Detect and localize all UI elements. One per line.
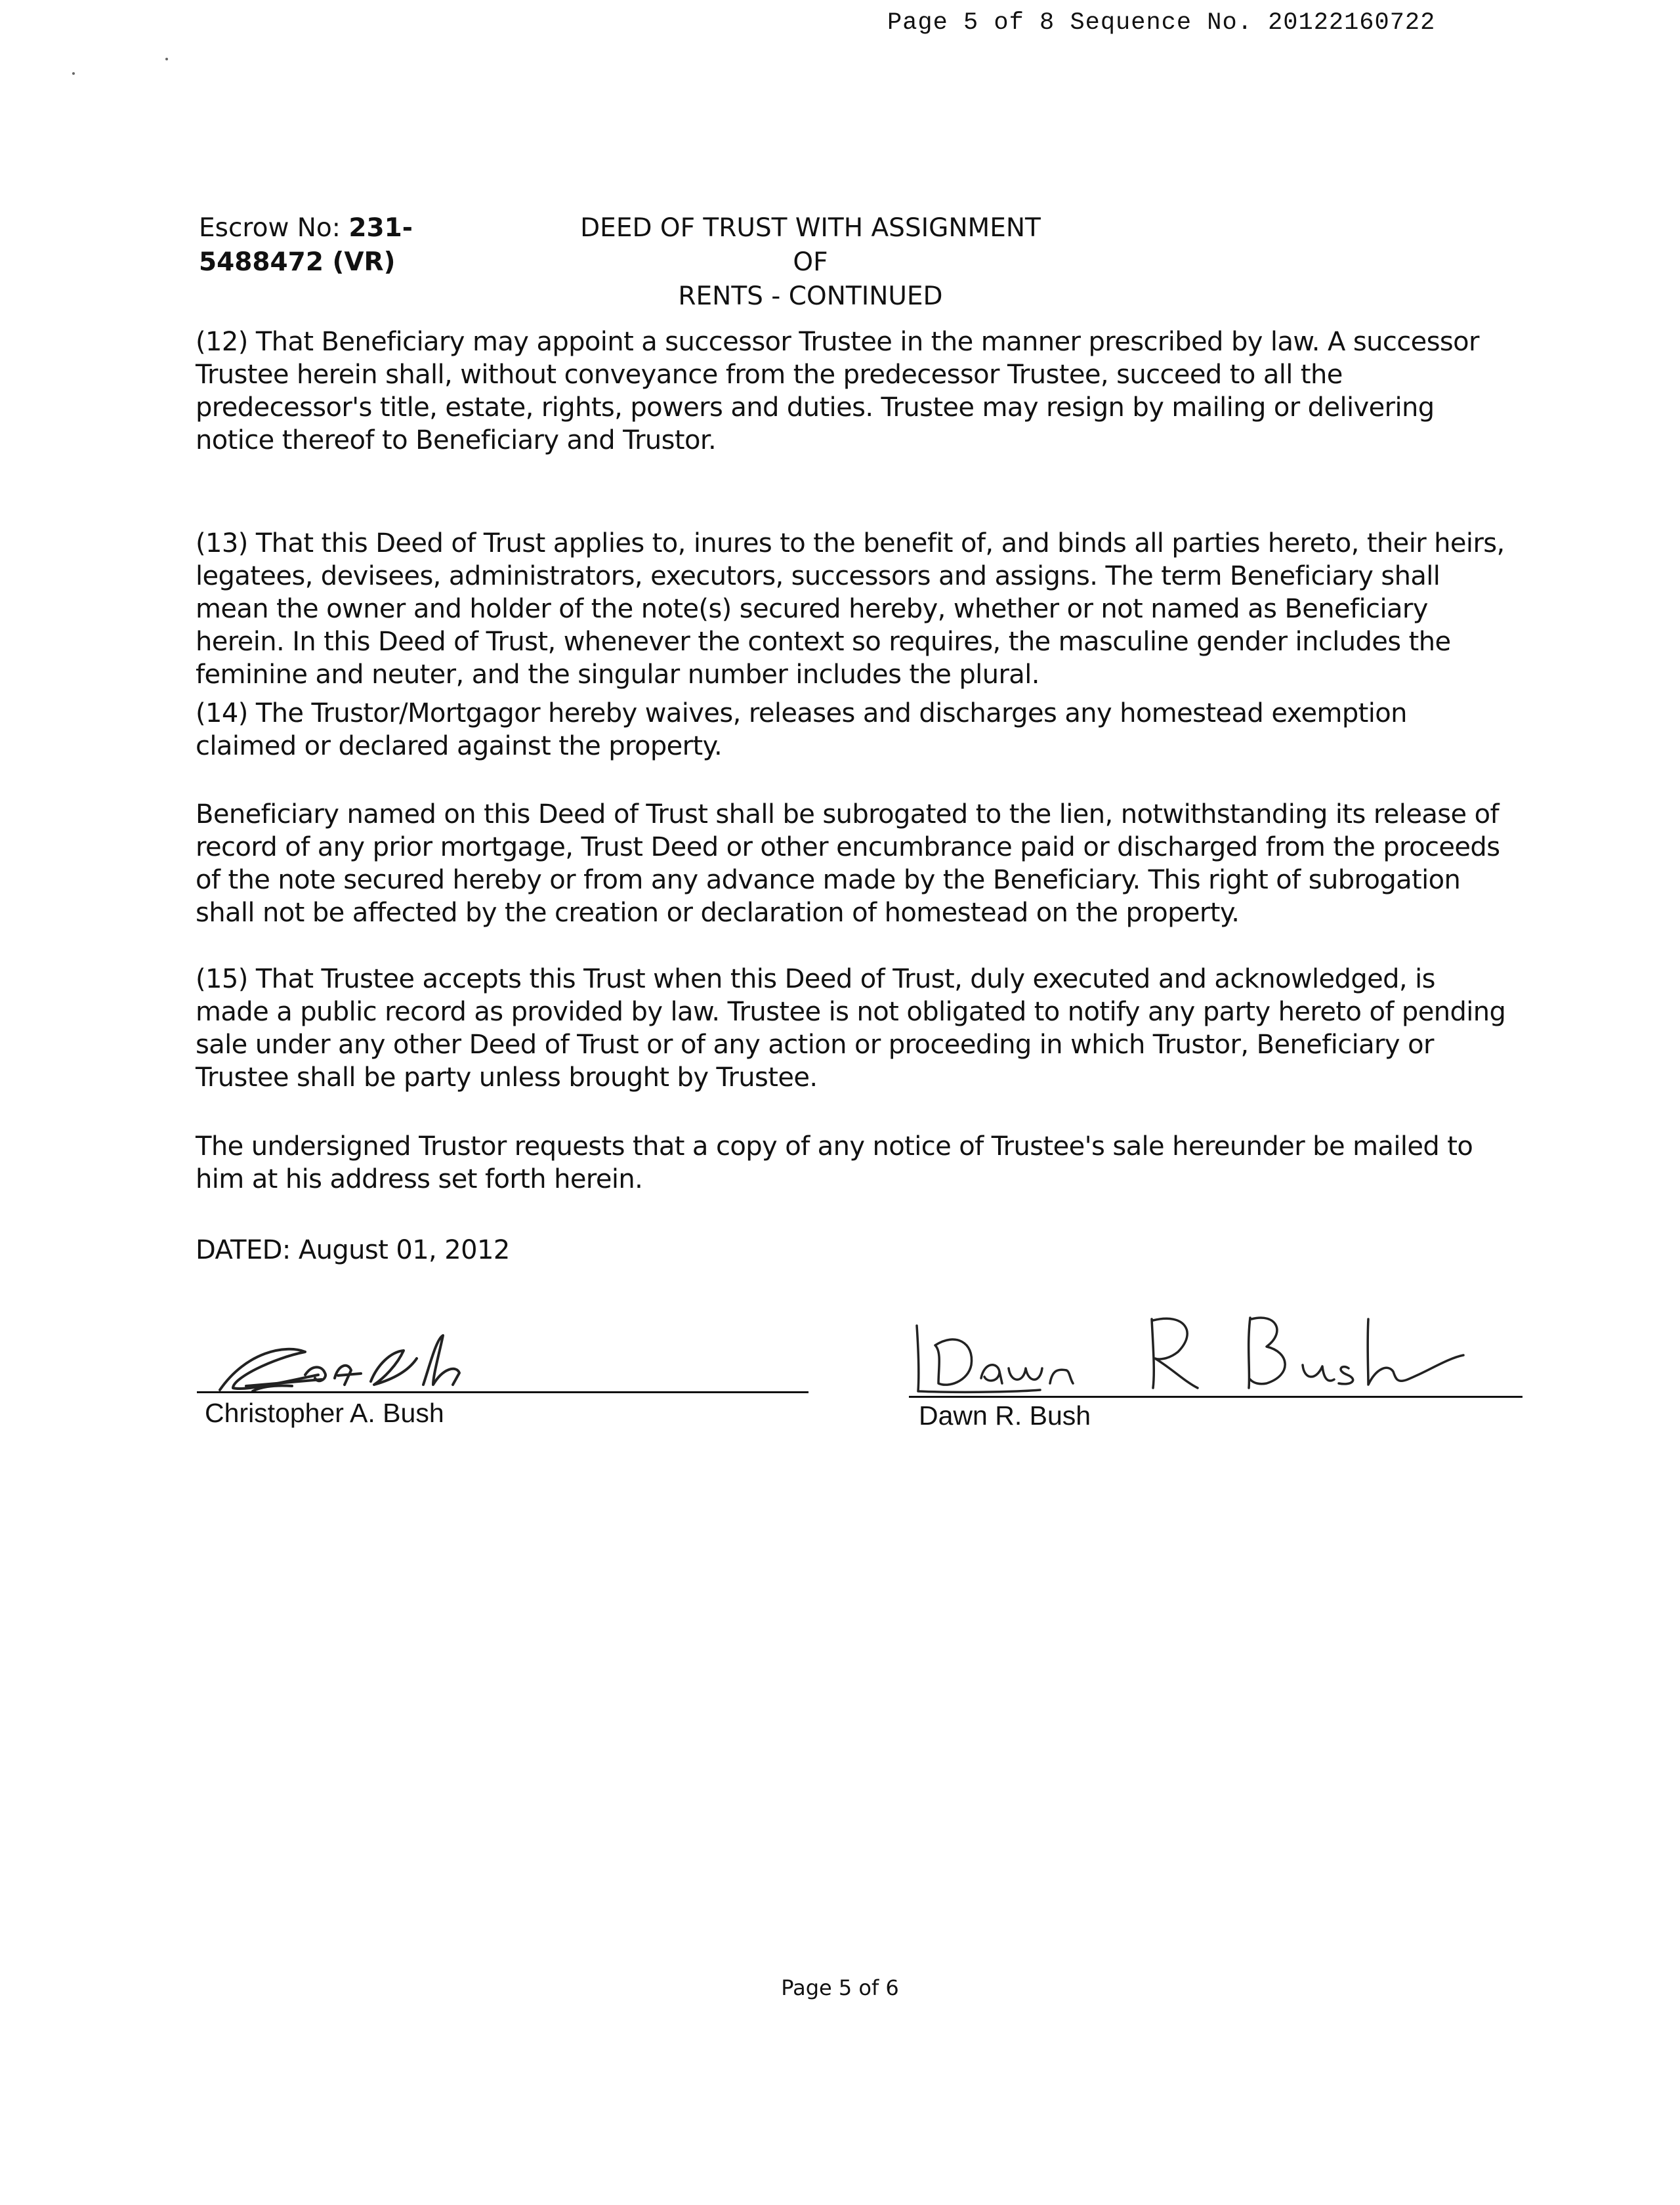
- title-line-1: DEED OF TRUST WITH ASSIGNMENT OF: [580, 213, 1041, 277]
- scan-speck: [165, 58, 168, 60]
- notice-request-paragraph: The undersigned Trustor requests that a copy of any notice of Trustee's sale hereunder be mailed to him at his address set forth herein.: [196, 1131, 1473, 1194]
- signer-name-2: Dawn R. Bush: [919, 1400, 1091, 1431]
- signature-line-2: [909, 1396, 1522, 1398]
- subrogation-paragraph: Beneficiary named on this Deed of Trust shall be subrogated to the lien, notwithstanding its release of record of any prior mortgage, Trust Deed or other encumbrance paid or discharged from the proceeds of the note secured hereby or from any advance made by the Beneficiary. This right of subrogation shall not be affected by the creation or declaration of homestead on the property.: [196, 799, 1500, 928]
- paragraph-12: (12) That Beneficiary may appoint a successor Trustee in the manner prescribed by law. A successor Trustee herein shall, without conveyance from the predecessor Trustee, succeed to all the predecessor's title, estate, rights, powers and duties. Trustee may resign by mailing or delivering notice thereof to Beneficiary and Trustor.: [196, 327, 1479, 455]
- page-footer: Page 5 of 6: [781, 1975, 899, 2000]
- signature-christopher: [207, 1312, 548, 1398]
- escrow-label: Escrow No:: [199, 213, 341, 243]
- paragraph-14: (14) The Trustor/Mortgagor hereby waives, releases and discharges any homestead exemption claimed or declared against the property.: [196, 698, 1407, 761]
- document-title: [564, 211, 1057, 314]
- signature-dawn: [909, 1306, 1473, 1398]
- paragraph-13: (13) That this Deed of Trust applies to, inures to the benefit of, and binds all parties hereto, their heirs, legatees, devisees, administrators, executors, successors and assigns. The term Beneficiary shall mean the owner and holder of the note(s) secured hereby, whether or not named as Beneficiary herein. In this Deed of Trust, whenever the context so requires, the masculine gender includes the feminine and neuter, and the singular number includes the plural.: [196, 528, 1505, 690]
- escrow-number-part1: 231-: [348, 213, 413, 243]
- scan-speck: [72, 72, 75, 75]
- signature-line-1: [197, 1391, 808, 1393]
- page-sequence-stamp: Page 5 of 8 Sequence No. 20122160722: [887, 9, 1436, 37]
- escrow-number-part2: 5488472 (VR): [199, 247, 396, 277]
- paragraph-15: (15) That Trustee accepts this Trust when this Deed of Trust, duly executed and acknowledged, is made a public record as provided by law. Trustee is not obligated to notify any party hereto of pending sale under any other Deed of Trust or of any action or proceeding in which Trustor, Beneficiary or Trustee shall be party unless brought by Trustee.: [196, 964, 1506, 1093]
- title-line-2: RENTS - CONTINUED: [678, 282, 943, 311]
- dated-line: DATED: August 01, 2012: [196, 1235, 510, 1265]
- escrow-number: [199, 211, 413, 280]
- signer-name-1: Christopher A. Bush: [205, 1398, 444, 1428]
